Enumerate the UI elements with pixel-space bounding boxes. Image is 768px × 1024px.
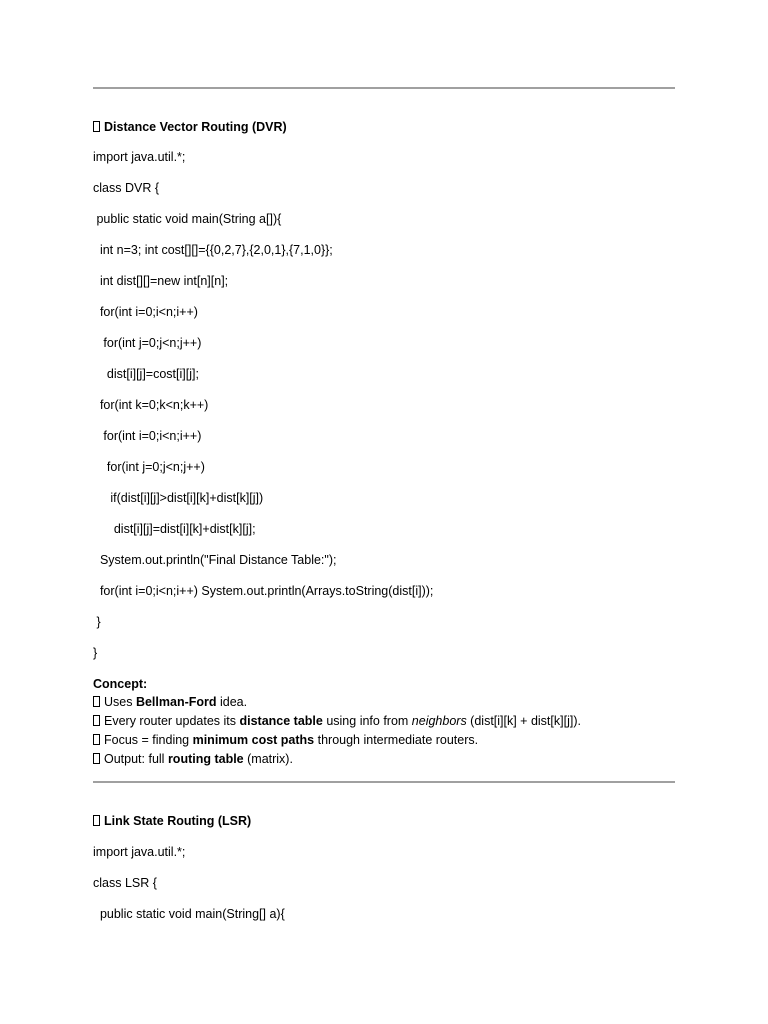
concept-item-ital: neighbors xyxy=(411,714,467,728)
concept-item-pre: Output: full xyxy=(104,752,168,766)
concept-item-bold: distance table xyxy=(239,714,323,728)
code-line: dist[i][j]=dist[i][k]+dist[k][j]; xyxy=(93,522,256,536)
dvr-heading-text: Distance Vector Routing (DVR) xyxy=(104,120,287,134)
concept-item-pre: Every router updates its xyxy=(104,714,240,728)
horizontal-rule-top xyxy=(93,87,675,89)
missing-glyph-icon xyxy=(93,696,100,707)
concept-item xyxy=(93,713,581,729)
concept-item-post: (matrix). xyxy=(243,752,293,766)
concept-item-post: idea. xyxy=(216,695,248,709)
missing-glyph-icon xyxy=(93,715,100,726)
code-line: public static void main(String[] a){ xyxy=(93,907,285,921)
missing-glyph-icon xyxy=(93,121,100,132)
concept-item-bold: Bellman-Ford xyxy=(135,695,217,709)
code-line: class LSR { xyxy=(93,876,157,890)
code-line: for(int k=0;k<n;k++) xyxy=(93,398,209,412)
missing-glyph-icon xyxy=(93,815,100,826)
code-line: for(int i=0;i<n;i++) xyxy=(93,305,198,319)
horizontal-rule-middle xyxy=(93,781,675,783)
missing-glyph-icon xyxy=(93,734,100,745)
concept-item xyxy=(93,732,478,748)
missing-glyph-icon xyxy=(93,753,100,764)
lsr-heading xyxy=(93,813,251,829)
code-line: int n=3; int cost[][]={{0,2,7},{2,0,1},{7,1,0}}; xyxy=(93,243,333,257)
code-line: System.out.println("Final Distance Table:"); xyxy=(93,553,337,567)
concept-title: Concept: xyxy=(93,677,148,691)
concept-item-mid: using info from xyxy=(322,714,412,728)
concept-item-post: through intermediate routers. xyxy=(314,733,479,747)
lsr-heading-text: Link State Routing (LSR) xyxy=(104,814,252,828)
concept-item-post: (dist[i][k] + dist[k][j]). xyxy=(466,714,581,728)
code-line: import java.util.*; xyxy=(93,845,186,859)
code-line: for(int i=0;i<n;i++) xyxy=(93,429,202,443)
code-line: for(int j=0;j<n;j++) xyxy=(93,336,202,350)
code-line: int dist[][]=new int[n][n]; xyxy=(93,274,229,288)
code-line: } xyxy=(93,646,98,660)
code-line: public static void main(String a[]){ xyxy=(93,212,282,226)
code-line: import java.util.*; xyxy=(93,150,186,164)
concept-item xyxy=(93,751,293,767)
document-page xyxy=(93,0,675,1024)
concept-item-pre: Uses xyxy=(104,695,136,709)
code-line: dist[i][j]=cost[i][j]; xyxy=(93,367,199,381)
dvr-heading xyxy=(93,119,287,135)
concept-item-bold: minimum cost paths xyxy=(192,733,315,747)
concept-item-pre: Focus = finding xyxy=(104,733,193,747)
code-line: if(dist[i][j]>dist[i][k]+dist[k][j]) xyxy=(93,491,264,505)
code-line: class DVR { xyxy=(93,181,159,195)
code-line: for(int j=0;j<n;j++) xyxy=(93,460,205,474)
code-line: } xyxy=(93,615,101,629)
code-line: for(int i=0;i<n;i++) System.out.println(Arrays.toString(dist[i])); xyxy=(93,584,434,598)
concept-item-bold: routing table xyxy=(167,752,244,766)
concept-item xyxy=(93,694,247,710)
